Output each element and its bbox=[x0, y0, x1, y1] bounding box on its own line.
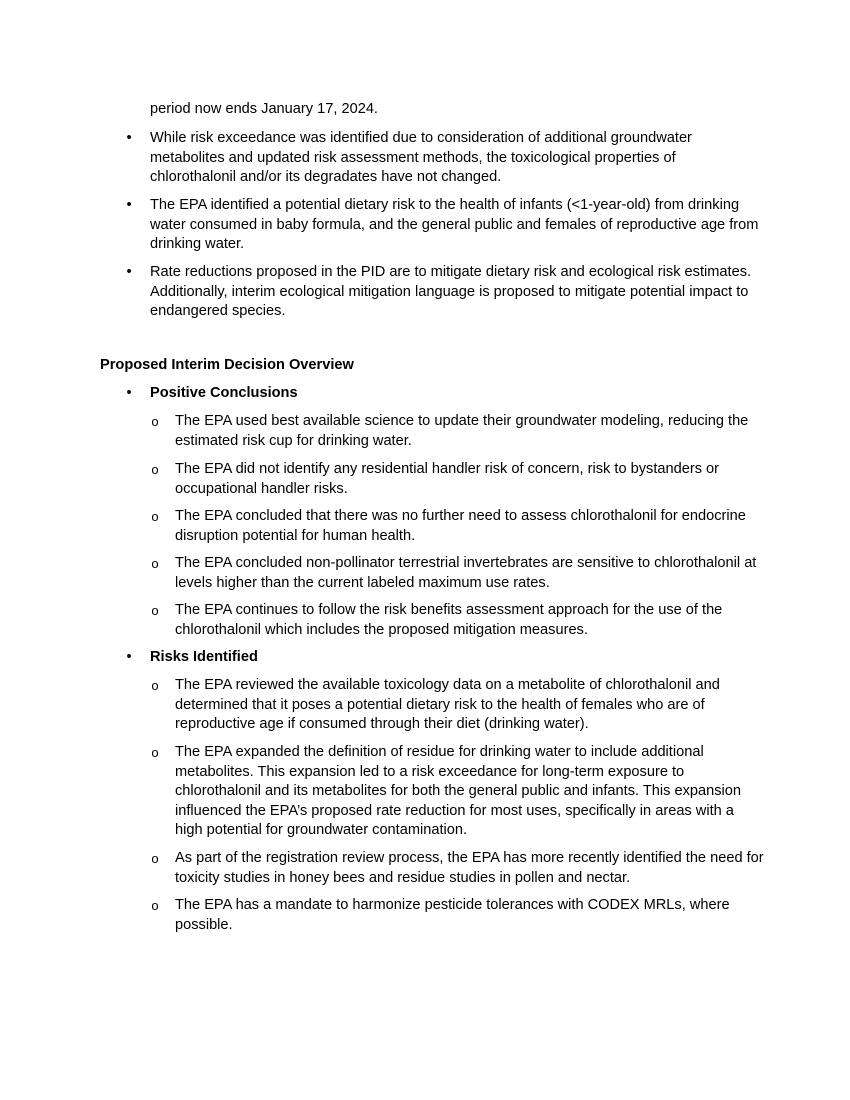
section-heading: Proposed Interim Decision Overview bbox=[100, 357, 354, 373]
intro-bullet bbox=[126, 263, 762, 322]
positive-item bbox=[151, 460, 765, 499]
risk-item bbox=[151, 676, 765, 735]
sub-bullet-glyph: o bbox=[151, 745, 159, 760]
risk-item-text: The EPA reviewed the available toxicology data on a metabolite of chlorothalonil and determined that it poses a potential dietary risk to the health of females who are of reproductive age if consumed through their diet (drinking water). bbox=[175, 677, 720, 732]
risk-item bbox=[151, 743, 765, 841]
risks-identified-bullet bbox=[126, 648, 762, 668]
positive-item bbox=[151, 601, 765, 640]
sub-bullet-glyph: o bbox=[151, 462, 159, 477]
sub-bullet-glyph: o bbox=[151, 509, 159, 524]
positive-conclusions-bullet bbox=[126, 384, 762, 404]
positive-item-text: The EPA used best available science to update their groundwater modeling, reducing the estimated risk cup for drinking water. bbox=[175, 413, 749, 449]
sub-bullet-glyph: o bbox=[151, 414, 159, 429]
risk-item bbox=[151, 896, 765, 935]
intro-bullet-text: While risk exceedance was identified due to consideration of additional groundwater metabolites and updated risk assessment methods, the toxicological properties of chlorothalonil and/or its degradates have not changed. bbox=[150, 130, 692, 185]
risk-item-text: As part of the registration review process, the EPA has more recently identified the need for toxicity studies in honey bees and residue studies in pollen and nectar. bbox=[175, 850, 764, 886]
bullet-glyph: • bbox=[126, 197, 132, 213]
sub-bullet-glyph: o bbox=[151, 556, 159, 571]
positive-item bbox=[151, 507, 765, 546]
positive-item-text: The EPA did not identify any residential handler risk of concern, risk to bystanders or occupational handler risks. bbox=[175, 461, 720, 497]
positive-conclusions-heading: Positive Conclusions bbox=[150, 385, 298, 401]
risk-item bbox=[151, 849, 765, 888]
risk-item-text: The EPA has a mandate to harmonize pesticide tolerances with CODEX MRLs, where possible. bbox=[175, 897, 730, 933]
intro-bullet bbox=[126, 196, 762, 255]
sub-bullet-glyph: o bbox=[151, 678, 159, 693]
positive-item-text: The EPA concluded that there was no further need to assess chlorothalonil for endocrine disruption potential for human health. bbox=[175, 508, 746, 544]
bullet-glyph: • bbox=[126, 130, 132, 146]
positive-item bbox=[151, 412, 765, 451]
sub-bullet-glyph: o bbox=[151, 603, 159, 618]
positive-item bbox=[151, 554, 765, 593]
risk-item-text: The EPA expanded the definition of residue for drinking water to include additional metabolites. This expansion led to a risk exceedance for long-term exposure to chlorothalonil and its metabolites for both the general public and infants. This expansion influenced the EPA’s proposed rate reduction for most uses, specifically in areas with a high potential for groundwater contamination. bbox=[175, 744, 741, 838]
risks-identified-heading: Risks Identified bbox=[150, 649, 258, 665]
positive-item-text: The EPA concluded non-pollinator terrestrial invertebrates are sensitive to chlorothalonil at levels higher than the current labeled maximum use rates. bbox=[175, 555, 757, 591]
intro-bullet-text: The EPA identified a potential dietary risk to the health of infants (<1-year-old) from drinking water consumed in baby formula, and the general public and females of reproductive age from drinking water. bbox=[150, 197, 759, 252]
positive-item-text: The EPA continues to follow the risk benefits assessment approach for the use of the chlorothalonil which includes the proposed mitigation measures. bbox=[175, 602, 723, 638]
bullet-glyph: • bbox=[126, 385, 132, 401]
sub-bullet-glyph: o bbox=[151, 851, 159, 866]
intro-bullet bbox=[126, 129, 762, 188]
bullet-glyph: • bbox=[126, 649, 132, 665]
sub-bullet-glyph: o bbox=[151, 898, 159, 913]
continuation-text: period now ends January 17, 2024. bbox=[150, 101, 378, 117]
intro-bullet-text: Rate reductions proposed in the PID are to mitigate dietary risk and ecological risk estimates. Additionally, interim ecological mitigation language is proposed to mitigate potential impact to endangered species. bbox=[150, 264, 752, 319]
bullet-glyph: • bbox=[126, 264, 132, 280]
